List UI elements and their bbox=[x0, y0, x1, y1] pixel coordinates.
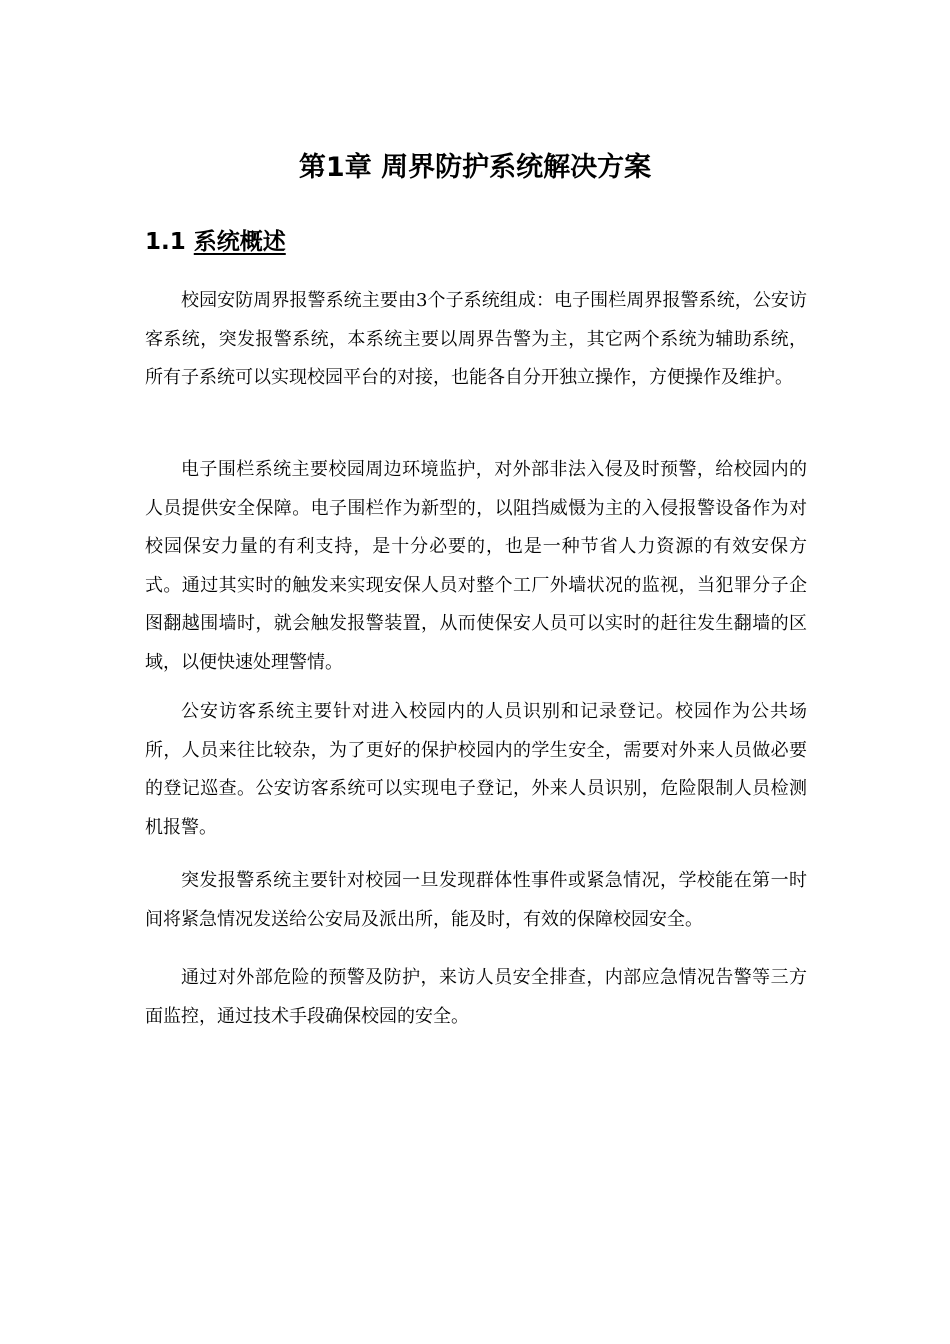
paragraph-overview: 校园安防周界报警系统主要由3个子系统组成：电子围栏周界报警系统，公安访客系统，突发报警系统，本系统主要以周界告警为主，其它两个系统为辅助系统，所有子系统可以实现校园平台的对接，也能各自分开独立操作，方便操作及维护。 bbox=[145, 290, 807, 388]
section-title: 系统概述 bbox=[193, 229, 286, 255]
section-number: 1.1 bbox=[145, 229, 186, 255]
paragraph-electric-fence: 电子围栏系统主要校园周边环境监护，对外部非法入侵及时预警，给校园内的人员提供安全保障。电子围栏作为新型的，以阻挡威慑为主的入侵报警设备作为对校园保安力量的有利支持，是十分必要的，也是一种节省人力资源的有效安保方式。通过其实时的触发来实现安保人员对整个工厂外墙状况的监视，当犯罪分子企图翻越围墙时，就会触发报警装置，从而使保安人员可以实时的赶往发生翻墙的区域，以便快速处理警情。 bbox=[145, 459, 807, 673]
paragraph-emergency-alarm: 突发报警系统主要针对校园一旦发现群体性事件或紧急情况，学校能在第一时间将紧急情况发送给公安局及派出所，能及时，有效的保障校园安全。 bbox=[145, 870, 807, 930]
paragraph-summary: 通过对外部危险的预警及防护，来访人员安全排查，内部应急情况告警等三方面监控，通过技术手段确保校园的安全。 bbox=[145, 967, 807, 1027]
section-heading bbox=[145, 224, 286, 260]
chapter-title: 第1章 周界防护系统解决方案 bbox=[298, 152, 652, 183]
paragraph-visitor-system: 公安访客系统主要针对进入校园内的人员识别和记录登记。校园作为公共场所，人员来往比较杂，为了更好的保护校园内的学生安全，需要对外来人员做必要的登记巡查。公安访客系统可以实现电子登记，外来人员识别，危险限制人员检测机报警。 bbox=[145, 701, 807, 838]
